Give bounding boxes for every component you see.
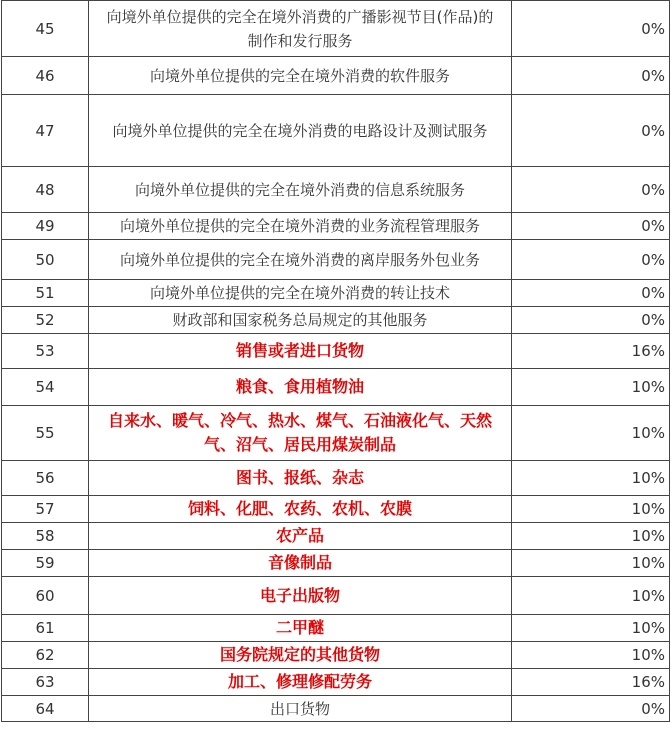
row-rate: 16% — [512, 669, 670, 696]
row-item: 向境外单位提供的完全在境外消费的电路设计及测试服务 — [89, 95, 512, 167]
table-row — [2, 523, 670, 550]
row-item: 向境外单位提供的完全在境外消费的信息系统服务 — [89, 167, 512, 213]
row-item: 二甲醚 — [89, 615, 512, 642]
row-rate: 10% — [512, 461, 670, 496]
row-item: 农产品 — [89, 523, 512, 550]
row-number: 54 — [2, 369, 89, 406]
row-number: 60 — [2, 577, 89, 615]
row-item: 向境外单位提供的完全在境外消费的离岸服务外包业务 — [89, 240, 512, 280]
row-item: 电子出版物 — [89, 577, 512, 615]
table-row — [2, 577, 670, 615]
row-rate: 10% — [512, 615, 670, 642]
row-rate: 10% — [512, 369, 670, 406]
table-row — [2, 406, 670, 461]
row-number: 55 — [2, 406, 89, 461]
table-row — [2, 615, 670, 642]
row-number: 62 — [2, 642, 89, 669]
row-rate: 0% — [512, 696, 670, 722]
row-number: 48 — [2, 167, 89, 213]
row-item: 出口货物 — [89, 696, 512, 722]
row-number: 51 — [2, 280, 89, 307]
row-rate: 0% — [512, 1, 670, 57]
table-row — [2, 496, 670, 523]
row-item: 财政部和国家税务总局规定的其他服务 — [89, 307, 512, 334]
table-row — [2, 95, 670, 167]
table-row — [2, 461, 670, 496]
row-rate: 10% — [512, 642, 670, 669]
row-number: 56 — [2, 461, 89, 496]
row-number: 58 — [2, 523, 89, 550]
row-number: 59 — [2, 550, 89, 577]
row-rate: 10% — [512, 523, 670, 550]
row-item: 音像制品 — [89, 550, 512, 577]
row-item: 粮食、食用植物油 — [89, 369, 512, 406]
row-rate: 10% — [512, 496, 670, 523]
table-row — [2, 550, 670, 577]
row-item: 向境外单位提供的完全在境外消费的广播影视节目(作品)的制作和发行服务 — [89, 1, 512, 57]
tax-rate-table — [1, 0, 670, 722]
table-row — [2, 240, 670, 280]
row-rate: 0% — [512, 57, 670, 95]
row-number: 63 — [2, 669, 89, 696]
row-number: 46 — [2, 57, 89, 95]
row-rate: 0% — [512, 240, 670, 280]
row-number: 47 — [2, 95, 89, 167]
row-number: 64 — [2, 696, 89, 722]
row-number: 49 — [2, 213, 89, 240]
row-rate: 16% — [512, 334, 670, 369]
row-rate: 0% — [512, 280, 670, 307]
row-number: 53 — [2, 334, 89, 369]
tax-rate-table-body — [2, 1, 670, 722]
table-row — [2, 167, 670, 213]
row-item: 国务院规定的其他货物 — [89, 642, 512, 669]
row-item: 向境外单位提供的完全在境外消费的业务流程管理服务 — [89, 213, 512, 240]
row-rate: 0% — [512, 167, 670, 213]
row-item: 向境外单位提供的完全在境外消费的软件服务 — [89, 57, 512, 95]
row-rate: 10% — [512, 406, 670, 461]
table-row — [2, 280, 670, 307]
table-row — [2, 696, 670, 722]
table-row — [2, 1, 670, 57]
row-item: 自来水、暖气、冷气、热水、煤气、石油液化气、天然气、沼气、居民用煤炭制品 — [89, 406, 512, 461]
table-row — [2, 307, 670, 334]
table-row — [2, 334, 670, 369]
row-item: 销售或者进口货物 — [89, 334, 512, 369]
row-number: 57 — [2, 496, 89, 523]
table-row — [2, 369, 670, 406]
row-item: 向境外单位提供的完全在境外消费的转让技术 — [89, 280, 512, 307]
row-rate: 0% — [512, 307, 670, 334]
row-rate: 0% — [512, 213, 670, 240]
table-row — [2, 642, 670, 669]
row-rate: 10% — [512, 577, 670, 615]
row-number: 45 — [2, 1, 89, 57]
row-item: 加工、修理修配劳务 — [89, 669, 512, 696]
table-row — [2, 57, 670, 95]
row-number: 50 — [2, 240, 89, 280]
row-number: 61 — [2, 615, 89, 642]
row-item: 饲料、化肥、农药、农机、农膜 — [89, 496, 512, 523]
row-item: 图书、报纸、杂志 — [89, 461, 512, 496]
table-row — [2, 669, 670, 696]
row-rate: 0% — [512, 95, 670, 167]
table-row — [2, 213, 670, 240]
row-number: 52 — [2, 307, 89, 334]
row-rate: 10% — [512, 550, 670, 577]
